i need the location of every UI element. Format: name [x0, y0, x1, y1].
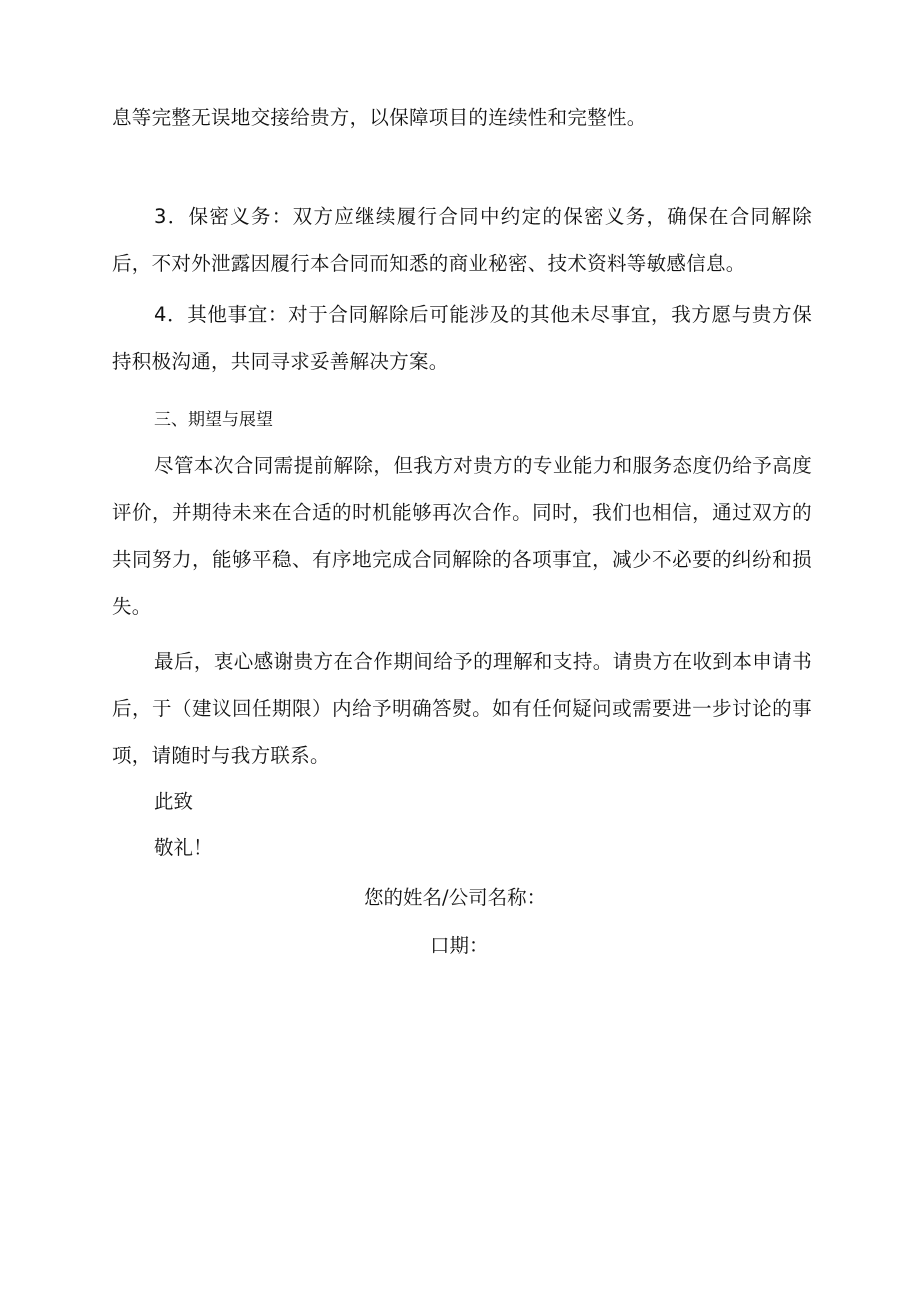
item-4-text: ．其他事宜：对于合同解除后可能涉及的其他未尽事宜，我方愿与贵方保持积极沟通，共同寻求妥善解决方案。 [112, 303, 812, 373]
salutation-jing-li: 敬礼！ [154, 836, 213, 859]
continuation-paragraph: 息等完整无误地交接给贵方，以保障项目的连续性和完整性。 [112, 106, 647, 129]
item-4-number: 4 [154, 303, 167, 326]
expectation-paragraph: 尽管本次合同需提前解除，但我方对贵方的专业能力和服务态度仍给予高度评价，并期待未来在合适的时机能够再次合作。同时，我们也相信，通过双方的共同努力，能够平稳、有序地完成合同解除的各项事宜，减少不必要的纠纷和损失。 [112, 454, 812, 618]
item-4-paragraph [112, 291, 812, 385]
item-3-number: 3 [154, 205, 167, 228]
signature-name-line: 您的姓名/公司名称： [364, 886, 547, 909]
section-3-heading: 三、期望与展望 [154, 410, 273, 430]
closing-paragraph: 最后，衷心感谢贵方在合作期间给予的理解和支持。请贵方在收到本申请书后，于（建议回任期限）内给予明确答熨。如有任何疑问或需要进一步讨论的事项，请随时与我方联系。 [112, 650, 812, 767]
signature-date-line: 口期： [430, 934, 489, 957]
item-3-text: ．保密义务：双方应继续履行合同中约定的保密义务，确保在合同解除后，不对外泄露因履行本合同而知悉的商业秘密、技术资料等敏感信息。 [112, 205, 812, 275]
salutation-ci-zhi: 此致 [154, 790, 194, 813]
item-3-paragraph [112, 193, 812, 287]
